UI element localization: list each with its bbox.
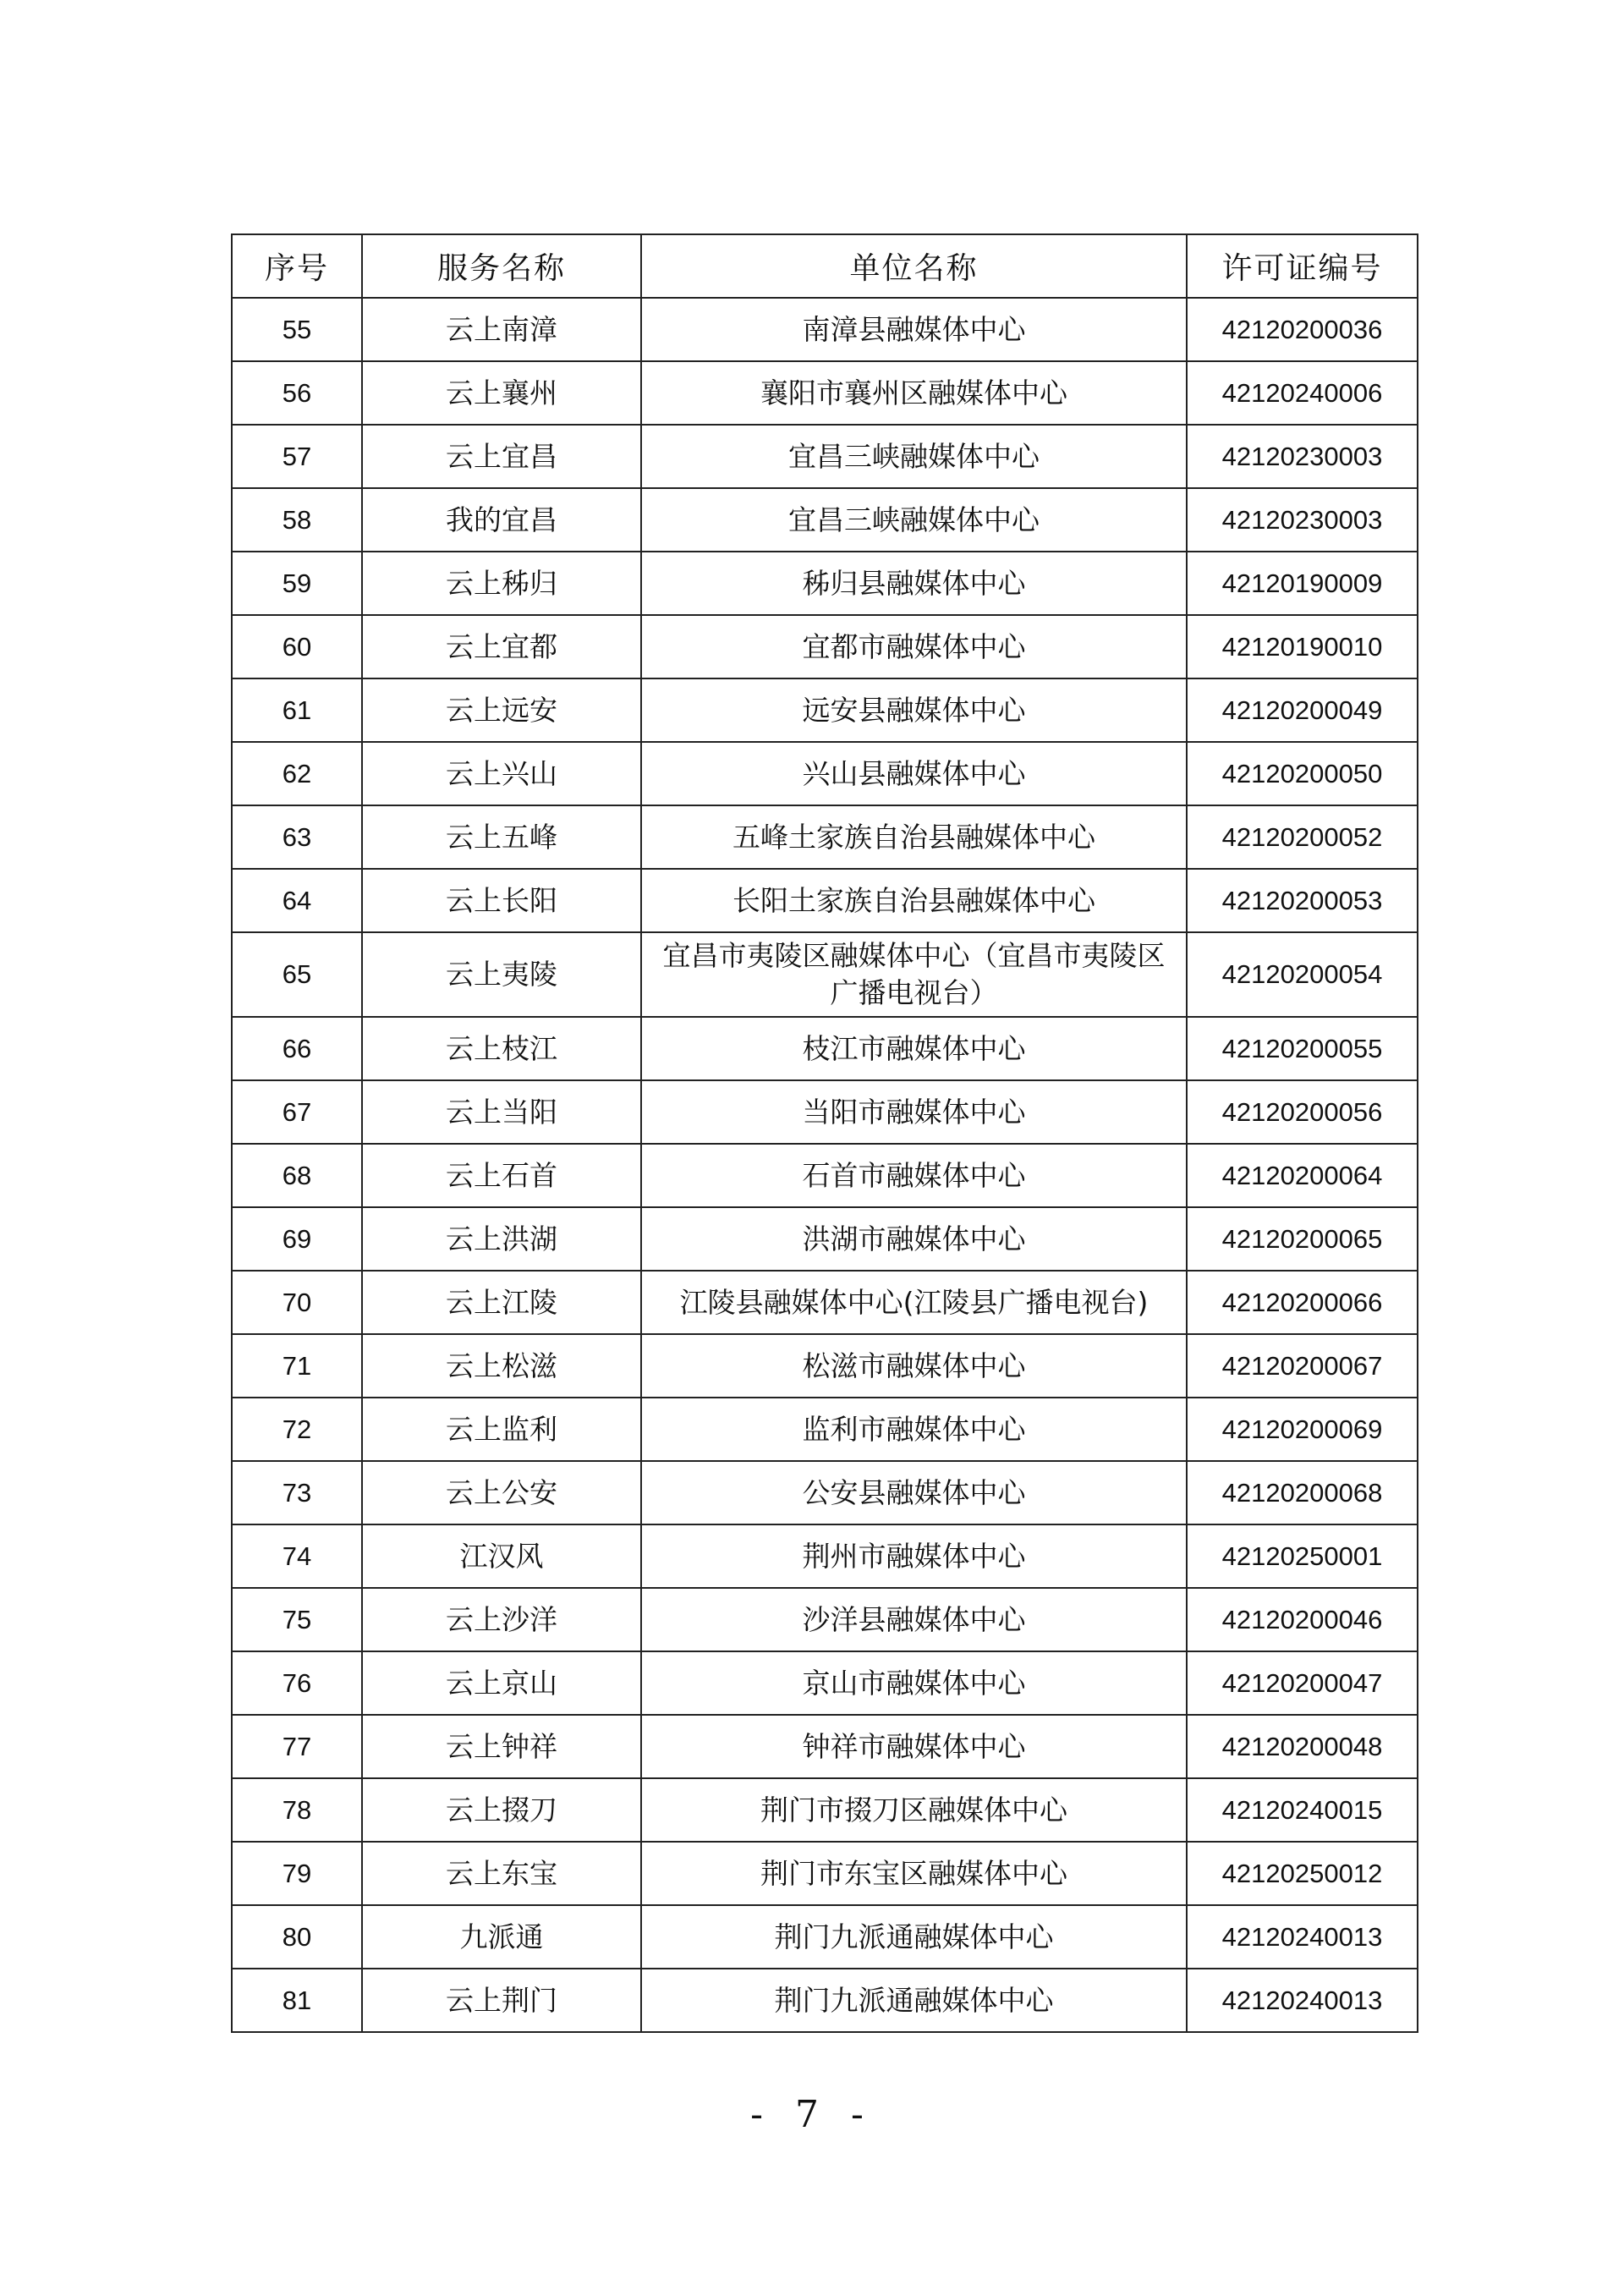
row-service-name: 云上夷陵 <box>362 932 641 1017</box>
table-row <box>232 1144 1418 1207</box>
row-license-number: 42120200056 <box>1187 1080 1418 1144</box>
row-license-number: 42120200068 <box>1187 1461 1418 1524</box>
table-row <box>232 805 1418 869</box>
row-unit-name: 洪湖市融媒体中心 <box>641 1207 1187 1271</box>
row-serial: 77 <box>232 1715 362 1778</box>
row-unit-name: 襄阳市襄州区融媒体中心 <box>641 361 1187 425</box>
row-service-name: 云上宜昌 <box>362 425 641 488</box>
row-service-name: 云上洪湖 <box>362 1207 641 1271</box>
row-license-number: 42120190009 <box>1187 552 1418 615</box>
row-unit-name: 宜昌市夷陵区融媒体中心（宜昌市夷陵区广播电视台） <box>641 932 1187 1017</box>
row-unit-name: 荆门市掇刀区融媒体中心 <box>641 1778 1187 1842</box>
table-row <box>232 678 1418 742</box>
row-service-name: 云上京山 <box>362 1651 641 1715</box>
row-license-number: 42120200052 <box>1187 805 1418 869</box>
license-table-container <box>231 233 1417 2033</box>
row-service-name: 云上秭归 <box>362 552 641 615</box>
row-serial: 57 <box>232 425 362 488</box>
row-license-number: 42120200050 <box>1187 742 1418 805</box>
row-service-name: 我的宜昌 <box>362 488 641 552</box>
row-license-number: 42120240013 <box>1187 1969 1418 2032</box>
header-service-name: 服务名称 <box>362 234 641 298</box>
table-row <box>232 1017 1418 1080</box>
table-row <box>232 742 1418 805</box>
header-license-number: 许可证编号 <box>1187 234 1418 298</box>
row-license-number: 42120200049 <box>1187 678 1418 742</box>
row-serial: 81 <box>232 1969 362 2032</box>
row-license-number: 42120200055 <box>1187 1017 1418 1080</box>
row-service-name: 云上南漳 <box>362 298 641 361</box>
row-unit-name: 荆州市融媒体中心 <box>641 1524 1187 1588</box>
row-unit-name: 秭归县融媒体中心 <box>641 552 1187 615</box>
row-serial: 79 <box>232 1842 362 1905</box>
row-unit-name: 荆门市东宝区融媒体中心 <box>641 1842 1187 1905</box>
row-service-name: 云上远安 <box>362 678 641 742</box>
row-service-name: 云上监利 <box>362 1398 641 1461</box>
row-service-name: 云上宜都 <box>362 615 641 678</box>
table-row <box>232 1588 1418 1651</box>
table-row <box>232 932 1418 1017</box>
row-license-number: 42120250012 <box>1187 1842 1418 1905</box>
row-service-name: 九派通 <box>362 1905 641 1969</box>
row-license-number: 42120200066 <box>1187 1271 1418 1334</box>
row-unit-name: 宜都市融媒体中心 <box>641 615 1187 678</box>
row-serial: 73 <box>232 1461 362 1524</box>
row-unit-name: 监利市融媒体中心 <box>641 1398 1187 1461</box>
row-service-name: 云上襄州 <box>362 361 641 425</box>
row-license-number: 42120200036 <box>1187 298 1418 361</box>
row-serial: 64 <box>232 869 362 932</box>
table-row <box>232 1778 1418 1842</box>
row-license-number: 42120200054 <box>1187 932 1418 1017</box>
row-license-number: 42120200064 <box>1187 1144 1418 1207</box>
row-serial: 72 <box>232 1398 362 1461</box>
row-unit-name: 公安县融媒体中心 <box>641 1461 1187 1524</box>
row-unit-name: 石首市融媒体中心 <box>641 1144 1187 1207</box>
row-unit-name: 荆门九派通融媒体中心 <box>641 1905 1187 1969</box>
row-license-number: 42120250001 <box>1187 1524 1418 1588</box>
table-row <box>232 1842 1418 1905</box>
row-unit-name: 京山市融媒体中心 <box>641 1651 1187 1715</box>
table-row <box>232 1651 1418 1715</box>
row-license-number: 42120240013 <box>1187 1905 1418 1969</box>
page-number: - 7 - <box>750 2093 874 2136</box>
row-service-name: 江汉风 <box>362 1524 641 1588</box>
row-serial: 75 <box>232 1588 362 1651</box>
row-serial: 63 <box>232 805 362 869</box>
row-service-name: 云上东宝 <box>362 1842 641 1905</box>
row-license-number: 42120200046 <box>1187 1588 1418 1651</box>
row-service-name: 云上沙洋 <box>362 1588 641 1651</box>
header-serial: 序号 <box>232 234 362 298</box>
row-unit-name: 南漳县融媒体中心 <box>641 298 1187 361</box>
row-license-number: 42120240006 <box>1187 361 1418 425</box>
row-unit-name: 钟祥市融媒体中心 <box>641 1715 1187 1778</box>
table-row <box>232 1461 1418 1524</box>
row-serial: 67 <box>232 1080 362 1144</box>
row-serial: 65 <box>232 932 362 1017</box>
table-row <box>232 1969 1418 2032</box>
row-unit-name: 江陵县融媒体中心(江陵县广播电视台) <box>641 1271 1187 1334</box>
row-service-name: 云上长阳 <box>362 869 641 932</box>
row-serial: 76 <box>232 1651 362 1715</box>
row-service-name: 云上松滋 <box>362 1334 641 1398</box>
table-row <box>232 488 1418 552</box>
table-row <box>232 1715 1418 1778</box>
table-row <box>232 615 1418 678</box>
row-serial: 60 <box>232 615 362 678</box>
row-service-name: 云上荆门 <box>362 1969 641 2032</box>
table-row <box>232 1905 1418 1969</box>
row-serial: 80 <box>232 1905 362 1969</box>
row-unit-name: 远安县融媒体中心 <box>641 678 1187 742</box>
table-body <box>232 298 1418 2032</box>
header-unit-name: 单位名称 <box>641 234 1187 298</box>
row-service-name: 云上枝江 <box>362 1017 641 1080</box>
row-service-name: 云上兴山 <box>362 742 641 805</box>
row-license-number: 42120230003 <box>1187 488 1418 552</box>
row-service-name: 云上石首 <box>362 1144 641 1207</box>
row-serial: 58 <box>232 488 362 552</box>
row-unit-name: 宜昌三峡融媒体中心 <box>641 488 1187 552</box>
table-row <box>232 1334 1418 1398</box>
row-unit-name: 长阳土家族自治县融媒体中心 <box>641 869 1187 932</box>
table-row <box>232 361 1418 425</box>
row-serial: 68 <box>232 1144 362 1207</box>
row-service-name: 云上掇刀 <box>362 1778 641 1842</box>
row-license-number: 42120200048 <box>1187 1715 1418 1778</box>
license-table <box>231 233 1418 2033</box>
row-serial: 61 <box>232 678 362 742</box>
row-unit-name: 荆门九派通融媒体中心 <box>641 1969 1187 2032</box>
table-row <box>232 1271 1418 1334</box>
row-license-number: 42120190010 <box>1187 615 1418 678</box>
table-row <box>232 1524 1418 1588</box>
row-license-number: 42120200065 <box>1187 1207 1418 1271</box>
row-unit-name: 兴山县融媒体中心 <box>641 742 1187 805</box>
table-row <box>232 1080 1418 1144</box>
row-serial: 70 <box>232 1271 362 1334</box>
row-serial: 55 <box>232 298 362 361</box>
table-header-row <box>232 234 1418 298</box>
table-row <box>232 1398 1418 1461</box>
table-row <box>232 869 1418 932</box>
row-unit-name: 松滋市融媒体中心 <box>641 1334 1187 1398</box>
row-serial: 56 <box>232 361 362 425</box>
row-serial: 69 <box>232 1207 362 1271</box>
row-unit-name: 当阳市融媒体中心 <box>641 1080 1187 1144</box>
row-license-number: 42120200069 <box>1187 1398 1418 1461</box>
row-service-name: 云上江陵 <box>362 1271 641 1334</box>
row-license-number: 42120230003 <box>1187 425 1418 488</box>
table-row <box>232 298 1418 361</box>
row-service-name: 云上五峰 <box>362 805 641 869</box>
table-row <box>232 425 1418 488</box>
row-license-number: 42120200047 <box>1187 1651 1418 1715</box>
row-unit-name: 沙洋县融媒体中心 <box>641 1588 1187 1651</box>
row-service-name: 云上钟祥 <box>362 1715 641 1778</box>
row-unit-name: 枝江市融媒体中心 <box>641 1017 1187 1080</box>
row-unit-name: 五峰土家族自治县融媒体中心 <box>641 805 1187 869</box>
row-license-number: 42120200053 <box>1187 869 1418 932</box>
row-serial: 66 <box>232 1017 362 1080</box>
row-serial: 78 <box>232 1778 362 1842</box>
row-serial: 71 <box>232 1334 362 1398</box>
row-unit-name: 宜昌三峡融媒体中心 <box>641 425 1187 488</box>
row-service-name: 云上当阳 <box>362 1080 641 1144</box>
row-service-name: 云上公安 <box>362 1461 641 1524</box>
row-license-number: 42120240015 <box>1187 1778 1418 1842</box>
row-serial: 74 <box>232 1524 362 1588</box>
table-row <box>232 1207 1418 1271</box>
row-serial: 59 <box>232 552 362 615</box>
row-serial: 62 <box>232 742 362 805</box>
table-row <box>232 552 1418 615</box>
row-license-number: 42120200067 <box>1187 1334 1418 1398</box>
